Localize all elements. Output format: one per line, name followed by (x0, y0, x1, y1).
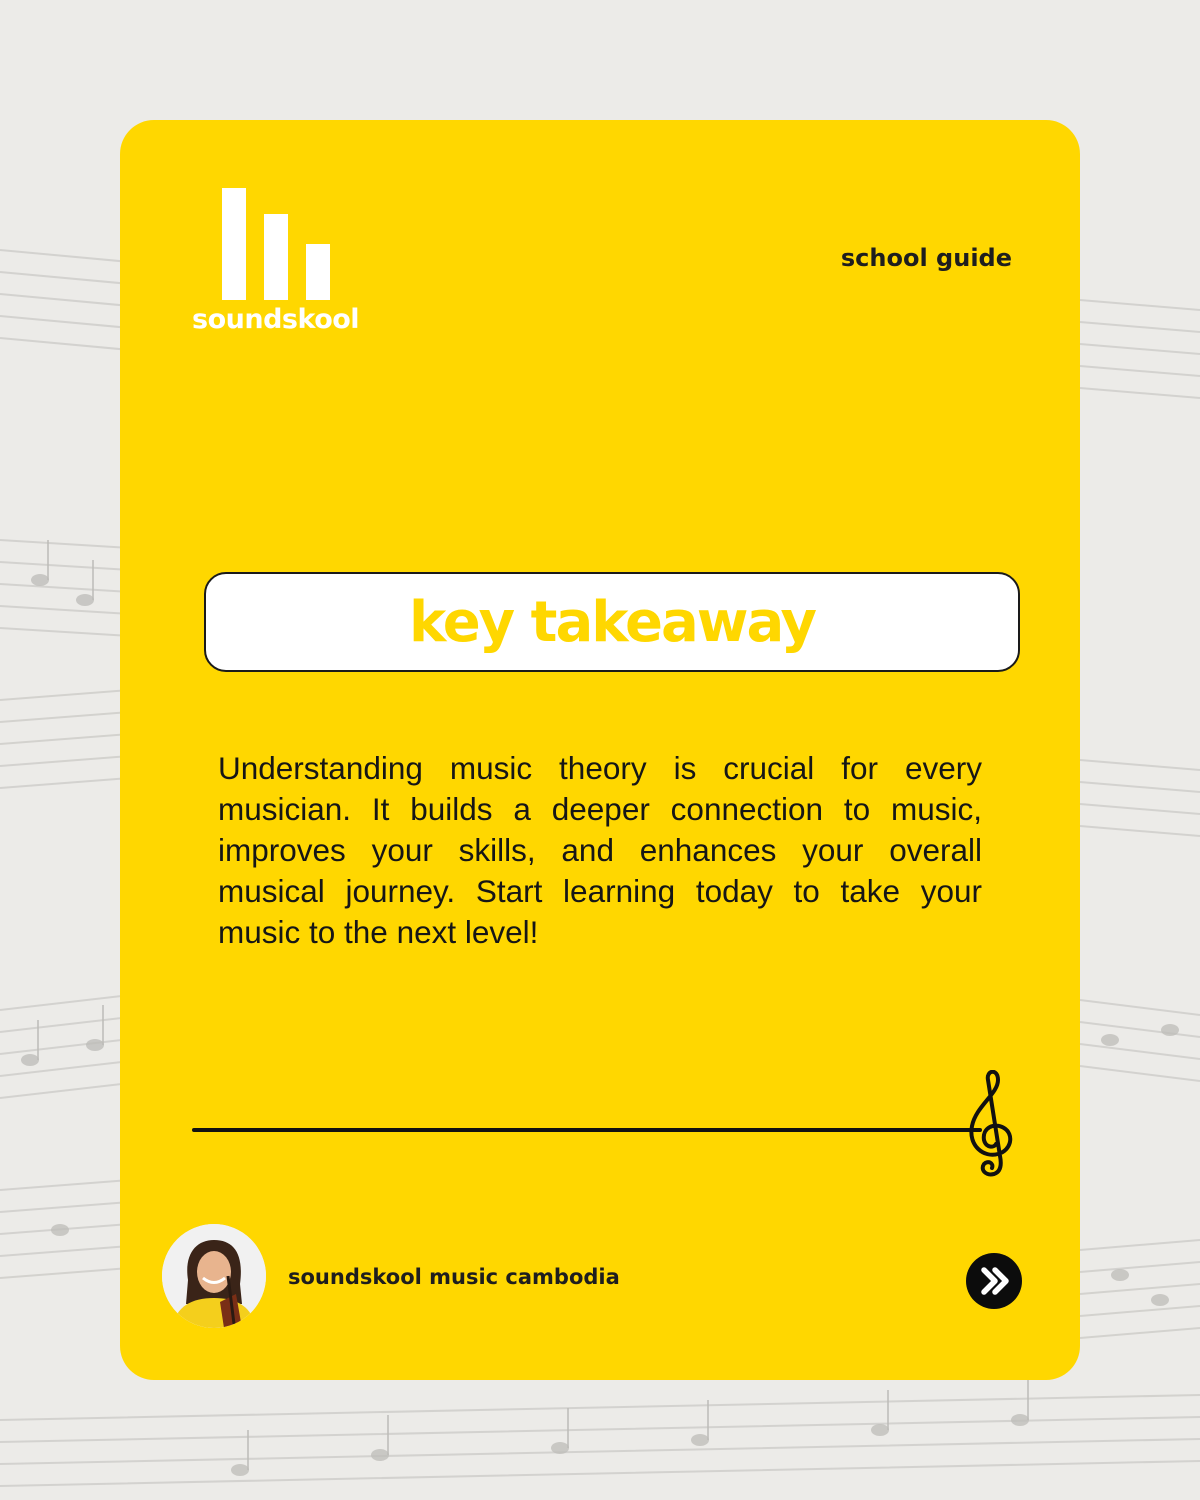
guide-card (120, 120, 1080, 1380)
staff-divider (190, 1070, 1020, 1180)
footer-account-name: soundskool music cambodia (288, 1265, 620, 1289)
double-chevron-right-icon (966, 1253, 1022, 1309)
equalizer-bars-icon (222, 188, 332, 300)
divider-line (192, 1128, 982, 1132)
avatar (162, 1224, 266, 1328)
page-tag: school guide (840, 244, 1012, 272)
next-button[interactable] (966, 1253, 1022, 1309)
takeaway-paragraph: Understanding music theory is crucial for every musician. It builds a deeper connection to music, improves your skills, and enhances your overall musical journey. Start learning today to take your music to the next level! (218, 750, 982, 950)
avatar-portrait (162, 1224, 266, 1328)
headline-pill (204, 572, 1020, 672)
logo-wordmark: soundskool (192, 304, 360, 335)
headline: key takeaway (408, 589, 816, 655)
soundskool-logo (192, 186, 362, 336)
treble-clef-icon (964, 1070, 1020, 1180)
